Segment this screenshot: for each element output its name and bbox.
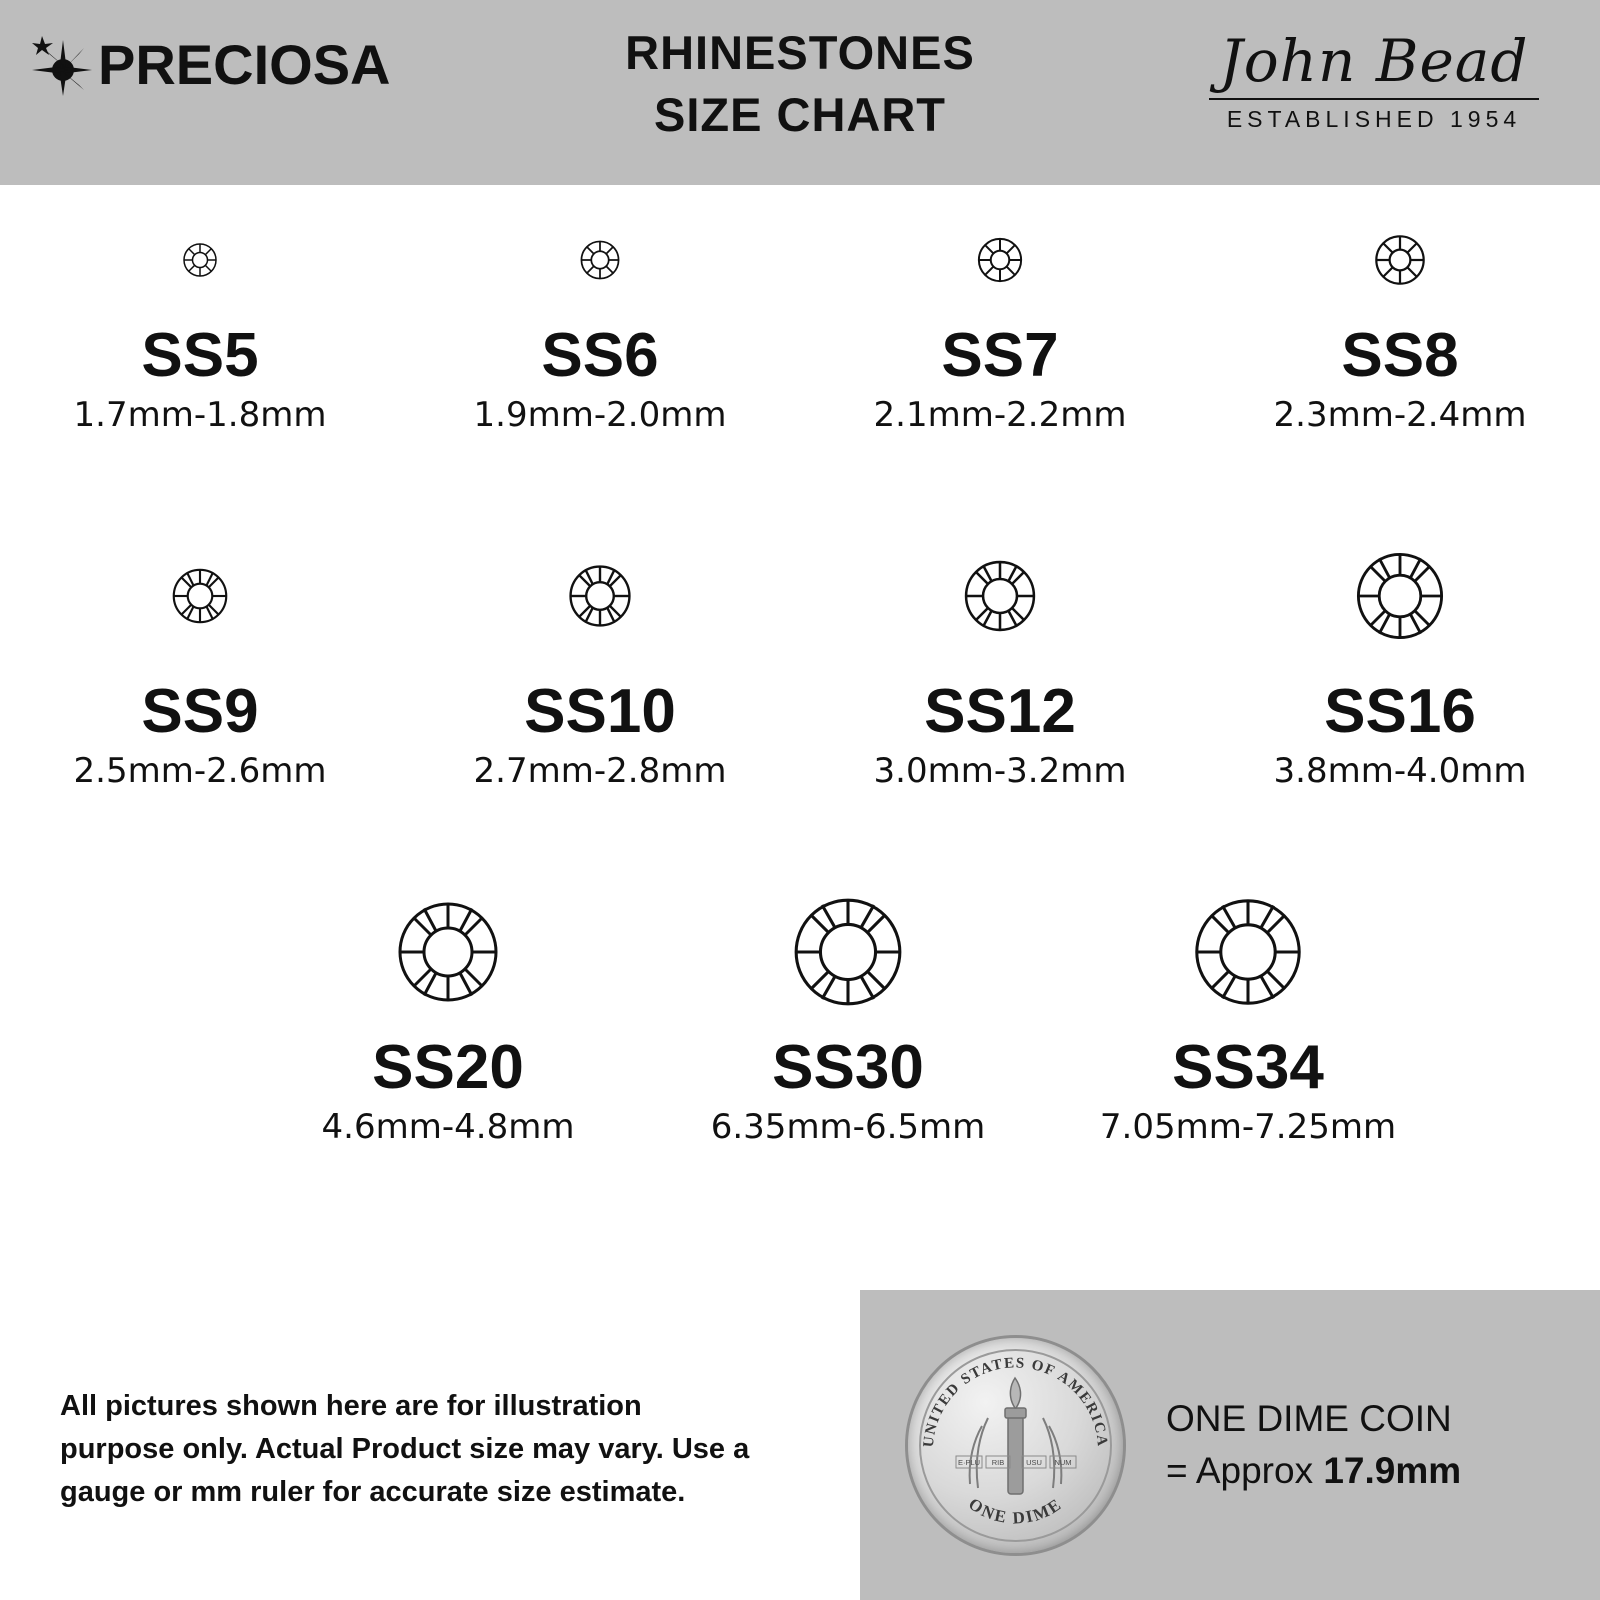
svg-text:E·PLU: E·PLU [957, 1457, 981, 1467]
size-label: SS6 [541, 321, 659, 390]
size-dims: 2.7mm-2.8mm [473, 751, 727, 791]
starburst-icon [30, 34, 92, 96]
rhinestone-icon [800, 516, 1200, 676]
size-dims: 4.6mm-4.8mm [321, 1107, 575, 1147]
svg-text:UNITED STATES OF AMERICA: UNITED STATES OF AMERICA [920, 1354, 1111, 1448]
size-label: SS10 [524, 677, 676, 746]
size-cell-ss12 [800, 516, 1200, 792]
john-bead-logo [1194, 26, 1554, 133]
coin-caption [1166, 1393, 1461, 1497]
size-cell-ss7 [800, 200, 1200, 436]
size-cell-ss6 [400, 200, 800, 436]
size-dims: 3.0mm-3.2mm [873, 751, 1127, 791]
size-cell-ss16 [1200, 516, 1600, 792]
disclaimer-text: All pictures shown here are for illustration purpose only. Actual Product size may vary. Use a gauge or mm ruler for accurate size estimate. [60, 1390, 750, 1508]
coin-caption-value: 17.9mm [1323, 1450, 1462, 1491]
size-row [0, 872, 1600, 1148]
size-label: SS12 [924, 677, 1076, 746]
page-title [560, 22, 1040, 146]
john-bead-rule [1209, 98, 1539, 100]
page-title-line2: SIZE CHART [654, 88, 946, 141]
size-cell-ss8 [1200, 200, 1600, 436]
rhinestone-icon [1048, 872, 1448, 1032]
size-dims: 2.3mm-2.4mm [1273, 395, 1527, 435]
svg-text:ONE DIME: ONE DIME [965, 1493, 1066, 1528]
size-dims: 2.5mm-2.6mm [73, 751, 327, 791]
svg-text:RIB: RIB [991, 1457, 1005, 1467]
size-cell-ss30 [648, 872, 1048, 1148]
size-label: SS34 [1172, 1033, 1324, 1102]
svg-text:USU: USU [1026, 1457, 1042, 1467]
size-row [0, 516, 1600, 792]
preciosa-wordmark: PRECIOSA [98, 33, 391, 96]
rhinestone-icon [248, 872, 648, 1032]
rhinestone-icon [800, 200, 1200, 320]
size-grid [0, 200, 1600, 1148]
coin-caption-line1: ONE DIME COIN [1166, 1398, 1452, 1439]
preciosa-logo [30, 34, 391, 96]
size-cell-ss10 [400, 516, 800, 792]
coin-reference-panel [860, 1290, 1600, 1600]
size-cell-ss34 [1048, 872, 1448, 1148]
svg-text:NUM: NUM [1054, 1457, 1072, 1467]
size-label: SS20 [372, 1033, 524, 1102]
size-label: SS5 [141, 321, 259, 390]
rhinestone-icon [648, 872, 1048, 1032]
size-cell-ss20 [248, 872, 648, 1148]
size-dims: 1.7mm-1.8mm [73, 395, 327, 435]
rhinestone-icon [0, 200, 400, 320]
size-dims: 6.35mm-6.5mm [710, 1107, 986, 1147]
size-label: SS7 [941, 321, 1059, 390]
size-dims: 7.05mm-7.25mm [1099, 1107, 1397, 1147]
coin-engraving [908, 1338, 1123, 1553]
size-label: SS30 [772, 1033, 924, 1102]
rhinestone-icon [1200, 516, 1600, 676]
size-row [0, 200, 1600, 436]
rhinestone-icon [0, 516, 400, 676]
size-label: SS9 [141, 677, 259, 746]
size-cell-ss9 [0, 516, 400, 792]
rhinestone-icon [400, 516, 800, 676]
size-dims: 3.8mm-4.0mm [1273, 751, 1527, 791]
page-header [0, 0, 1600, 185]
coin-caption-prefix: = Approx [1166, 1450, 1324, 1491]
size-dims: 2.1mm-2.2mm [873, 395, 1127, 435]
coin-caption-line2 [1166, 1445, 1461, 1497]
size-label: SS16 [1324, 677, 1476, 746]
size-label: SS8 [1341, 321, 1459, 390]
dime-coin-icon [905, 1335, 1126, 1556]
size-dims: 1.9mm-2.0mm [473, 395, 727, 435]
john-bead-script: John Bead [1219, 27, 1529, 95]
john-bead-established: ESTABLISHED 1954 [1226, 106, 1522, 132]
size-cell-ss5 [0, 200, 400, 436]
page-title-line1: RHINESTONES [625, 26, 975, 79]
rhinestone-icon [400, 200, 800, 320]
rhinestone-icon [1200, 200, 1600, 320]
